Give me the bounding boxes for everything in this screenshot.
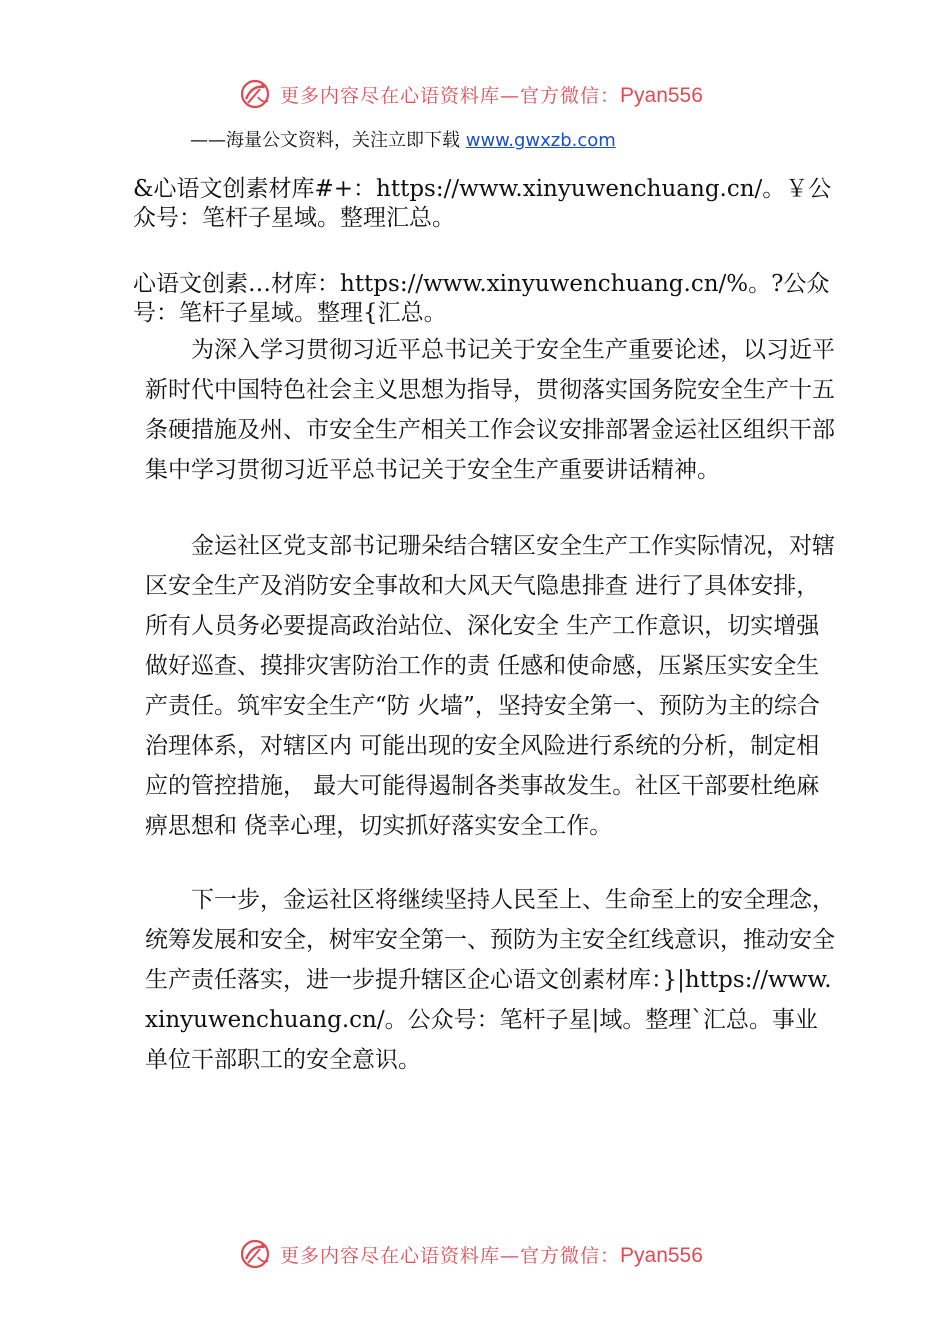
source-note-1: &心语文创素材库#+：https://www.xinyuwenchuang.cn/。￥公众号：笔杆子星域。整理汇总。: [133, 176, 832, 231]
wechat-id: Pyan556: [620, 1243, 703, 1267]
paragraph-intro: 为深入学习贯彻习近平总书记关于安全生产重要论述，以习近平新时代中国特色社会主义思想为指导，贯彻落实国务院安全生产十五条硬措施及州、市安全生产相关工作会议安排部署金运社区组织干部集中学习贯彻习近平总书记关于安全生产重要讲话精神。: [145, 337, 835, 483]
banner-text: 更多内容尽在心语资料库—官方微信：Pyan556: [280, 83, 703, 107]
footer-banner: [0, 1234, 950, 1274]
xinyu-logo-icon: [238, 1237, 272, 1271]
header-banner: [0, 74, 950, 114]
subheader: [190, 126, 616, 152]
subheader-text: ——海量公文资料，关注立即下载: [190, 130, 466, 151]
source-note-2: 心语文创素…材库：https://www.xinyuwenchuang.cn/%。?公众号：笔杆子星域。整理{汇总。: [133, 271, 830, 326]
download-link[interactable]: www.gwxzb.com: [465, 130, 616, 151]
banner-text: 更多内容尽在心语资料库—官方微信：Pyan556: [280, 1243, 703, 1267]
paragraph-arrangement: 金运社区党支部书记珊朵结合辖区安全生产工作实际情况，对辖区安全生产及消防安全事故和大风天气隐患排查 进行了具体安排，所有人员务必要提高政治站位、深化安全 生产工作意识，切实增强做好巡查、摸排灾害防治工作的责 任感和使命感，压紧压实安全生产责任。筑牢安全生产“防 火墙”，坚持安全第一、预防为主的综合治理体系，对辖区内 可能出现的安全风险进行系统的分析，制定相应的管控措施， 最大可能得遏制各类事故发生。社区干部要杜绝麻痹思想和 侥幸心理，切实抓好落实安全工作。: [145, 533, 835, 839]
paragraph-next-step: 下一步，金运社区将继续坚持人民至上、生命至上的安全理念，统筹发展和安全，树牢安全第一、预防为主安全红线意识，推动安全生产责任落实，进一步提升辖区企心语文创素材库：}|https://www.xinyuwenchuang.cn/。公众号：笔杆子星|域。整理`汇总。事业单位干部职工的安全意识。: [145, 887, 835, 1073]
wechat-id: Pyan556: [620, 83, 703, 107]
xinyu-logo-icon: [238, 77, 272, 111]
